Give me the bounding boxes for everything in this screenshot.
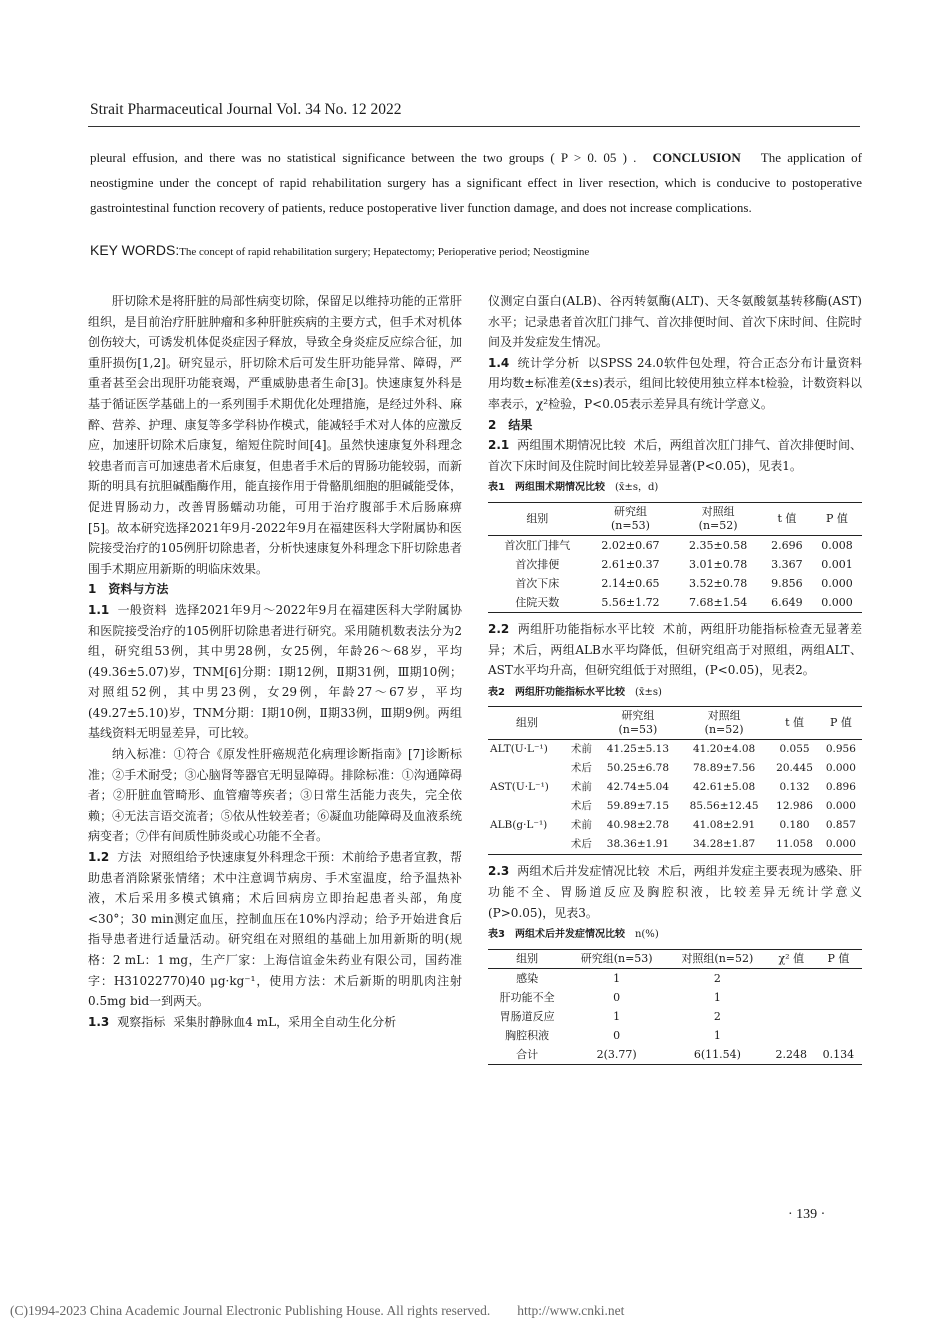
table-cell: 0.896: [825, 781, 856, 794]
table-row: [488, 555, 862, 574]
table-cell: 0.000: [812, 593, 862, 613]
table-cell: 0.000: [825, 762, 856, 775]
table-row: [488, 778, 862, 797]
table-2-header: P 值: [820, 707, 862, 740]
table-cell: 术后: [570, 762, 592, 775]
table-cell: 胃肠道反应: [499, 1009, 555, 1023]
table-cell: 34.28±1.87: [679, 835, 769, 855]
section-1-1-title: 一般资料: [117, 602, 167, 617]
page-number: · 139 ·: [788, 1207, 826, 1222]
table-cell: 41.20±4.08: [693, 743, 756, 756]
table-cell: 首次排便: [515, 557, 560, 571]
table-cell: 感染: [516, 971, 539, 985]
table-cell: 41.08±2.91: [693, 819, 756, 832]
table-3-note: n(%): [634, 929, 659, 941]
table-2-header-text: 研究组 (n=53): [618, 709, 658, 737]
table-2-title: 表2 两组肝功能指标水平比较: [488, 686, 625, 698]
abstract-continuation: [90, 145, 862, 220]
table-cell: 2.248: [768, 1045, 815, 1065]
copyright-footer: (C)1994-2023 China Academic Journal Electronic Publishing House. All rights reserved. http://www.cnki.net: [10, 1303, 625, 1318]
section-1-3-continued: 仪测定白蛋白(ALB)、谷丙转氨酶(ALT)、天冬氨酸氨基转移酶(AST)水平；记录患者首次肛门排气、首次排便时间、首次下床时间、住院时间及并发症发生情况。: [488, 294, 862, 350]
table-cell: 0.000: [821, 576, 853, 590]
table-3: [488, 949, 862, 1065]
criteria-paragraph: 纳入标准：①符合《原发性肝癌规范化病理诊断指南》[7]诊断标准；②手术耐受；③心脑肾等器官无明显障碍。排除标准：①沟通障碍者；②肝脏血管畸形、血管瘤等疾者；③日常生活能力丧失，完全依赖；④无法言语交流者；⑤依从性较差者；⑥凝血功能障碍及血液系统病变者；⑦伴有间质性肺炎或心功能不全者。: [88, 747, 462, 844]
table-cell: [815, 1007, 862, 1026]
table-1-header: 组别: [488, 502, 587, 535]
table-row: [488, 574, 862, 593]
section-1-2: [88, 847, 462, 1012]
table-row: [488, 988, 862, 1007]
table-cell: [815, 968, 862, 988]
abstract-results-end: pleural effusion, and there was no statistical significance between the two groups ( P > 0. 05 ) .: [90, 150, 637, 165]
table-cell: 术后: [570, 800, 592, 813]
table-cell: 42.74±5.04: [606, 781, 670, 794]
table-1-header: t 值: [762, 502, 812, 535]
table-2-header: [679, 707, 769, 740]
table-cell: 2.02±0.67: [601, 538, 660, 552]
section-1-4: [488, 353, 862, 415]
table-cell: 41.25±5.13: [606, 743, 670, 756]
section-2-2: [488, 619, 862, 681]
section-2-3-text: 术后，两组并发症主要表现为感染、肝功能不全、胃肠道反应及胸腔积液，比较差异无统计学意义(P>0.05)，见表3。: [488, 864, 862, 920]
section-2-2-title: 两组肝功能指标水平比较: [517, 621, 655, 636]
table-2-header: t 值: [769, 707, 819, 740]
table-2: [488, 706, 862, 855]
table-3-title: 表3 两组术后并发症情况比较: [488, 929, 625, 941]
table-cell: 首次肛门排气: [504, 538, 571, 552]
table-cell: 3.52±0.78: [689, 576, 748, 590]
table-3-header: 研究组(n=53): [566, 949, 667, 968]
table-cell: 40.98±2.78: [606, 819, 670, 832]
section-1-4-number: 1.4: [488, 355, 510, 370]
table-cell: 2: [713, 971, 721, 985]
table-cell: [488, 797, 566, 816]
table-cell: AST(U·L⁻¹): [490, 781, 549, 794]
section-1-3-title: 观察指标: [117, 1014, 166, 1029]
table-cell: 1: [613, 1009, 621, 1023]
table-2-header: [597, 707, 679, 740]
section-1-3-text: 采集肘静脉血4 mL，采用全自动生化分析: [173, 1014, 397, 1029]
table-cell: 2.61±0.37: [601, 557, 660, 571]
table-cell: 0.000: [820, 835, 862, 855]
table-cell: 0.857: [825, 819, 856, 832]
section-2-title: 2 结果: [488, 417, 533, 432]
table-row: [488, 968, 862, 988]
table-cell: 3.01±0.78: [689, 557, 748, 571]
section-2-3-number: 2.3: [488, 864, 510, 879]
table-row: [488, 535, 862, 555]
table-cell: 0.132: [779, 781, 810, 794]
table-row: [488, 1007, 862, 1026]
table-cell: 6(11.54): [667, 1045, 768, 1065]
table-cell: ALB(g·L⁻¹): [490, 819, 548, 832]
intro-paragraph: 肝切除术是将肝脏的局部性病变切除，保留足以维持功能的正常肝组织，是目前治疗肝脏肿瘤和多种肝脏疾病的主要方式，但手术对机体创伤较大，可诱发机体促炎症因子释放，导致全身炎症反应综合征，加重肝损伤[1,2]。研究显示，肝切除术后可发生肝功能异常、障碍，严重者甚至会出现肝功能衰竭，严重威胁患者生命[3]。快速康复外科是基于循证医学基础上的一系列围手术期优化处理措施，是经过外科、麻醉、营养、护理、康复等多学科协作模式，能减轻手术对人体的应激反应，加速肝切除术后康复，缩短住院时间[4]。虽然快速康复外科理念较患者而言可加速患者术后康复，但患者手术后的胃肠功能较弱，而新斯的明具有抗胆碱酯酶作用，能直接作用于骨骼肌细胞的胆碱能受体，促进胃肠动力，改善胃肠蠕动功能，可用于治疗腹部手术后肠麻痹[5]。故本研究选择2021年9月-2022年9月在福建医科大学附属协和医院接受治疗的105例肝切除患者，分析快速康复外科理念下肝切除患者围手术期应用新斯的明临床效果。: [88, 294, 462, 576]
table-cell: 术前: [570, 781, 592, 794]
table-3-header: P 值: [815, 949, 862, 968]
conclusion-label: CONCLUSION: [652, 150, 741, 165]
keywords-text: The concept of rapid rehabilitation surgery; Hepatectomy; Perioperative period; Neostigmine: [179, 246, 590, 258]
table-cell: 1: [713, 990, 721, 1004]
table-1-header-text: 对照组 (n=52): [698, 504, 738, 532]
table-2-header: [566, 707, 597, 740]
table-cell: 59.89±7.15: [606, 800, 670, 813]
table-cell: 6.649: [762, 593, 812, 613]
section-1-title: 1 资料与方法: [88, 582, 169, 597]
table-cell: 2.696: [771, 538, 803, 552]
section-2-1-title: 两组围术期情况比较: [517, 438, 626, 453]
table-cell: [768, 1007, 815, 1026]
table-cell: 0: [613, 1028, 621, 1042]
table-cell: 0: [613, 990, 621, 1004]
table-1: [488, 502, 862, 613]
section-2-3: [488, 861, 862, 923]
table-cell: 0.956: [825, 743, 856, 756]
table-cell: 合计: [488, 1045, 566, 1065]
table-cell: [815, 988, 862, 1007]
table-cell: 78.89±7.56: [693, 762, 756, 775]
section-1-1-text: 选择2021年9月～2022年9月在福建医科大学附属协和医院接受治疗的105例肝切除患者进行研究。采用随机数表法分为2组，研究组53例，其中男28例，女25例，年龄26～68岁，平均(49.36±5.07)岁，TNM[6]分期：Ⅰ期12例，Ⅱ期31例，Ⅲ期10例；对照组52例，其中男23例，女29例，年龄27～67岁，平均(49.27±5.10)岁，TNM分期：Ⅰ期10例，Ⅱ期33例，Ⅲ期9例。两组基线资料无明显差异，可比较。: [88, 602, 462, 741]
table-1-note: (x̄±s，d): [614, 482, 659, 494]
table-row: [488, 740, 862, 760]
table-cell: 20.445: [776, 762, 813, 775]
table-cell: 38.36±1.91: [597, 835, 679, 855]
table-row: [488, 835, 862, 855]
table-row: [488, 816, 862, 835]
table-cell: 1: [613, 971, 621, 985]
section-2-2-text: 术前，两组肝功能指标检查无显著差异；术后，两组ALB水平均降低，但研究组高于对照组，两组ALT、AST水平均升高，但研究组低于对照组，(P<0.05)，见表2。: [488, 621, 862, 678]
table-2-header-text: 对照组 (n=52): [704, 709, 744, 737]
table-cell: [768, 968, 815, 988]
table-cell: 3.367: [771, 557, 803, 571]
table-1-header: P 值: [812, 502, 862, 535]
table-cell: ALT(U·L⁻¹): [490, 743, 548, 756]
table-1-caption: [488, 478, 862, 499]
table-cell: 7.68±1.54: [674, 593, 762, 613]
section-1-2-number: 1.2: [88, 850, 110, 865]
table-cell: 术前: [570, 743, 592, 756]
table-cell: 肝功能不全: [499, 990, 555, 1004]
table-row: [488, 1045, 862, 1065]
table-cell: 2.35±0.58: [689, 538, 748, 552]
conclusion-text: The application of neostigmine under the concept of rapid rehabilitation surgery has a significant effect in liver resection, which is conducive to postoperative gastrointestinal function recovery of patients, reduce postoperative liver function damage, and does not increase complications.: [90, 150, 863, 215]
table-3-header: 对照组(n=52): [667, 949, 768, 968]
table-1-title: 表1 两组围术期情况比较: [488, 482, 605, 494]
right-column: [488, 291, 862, 1071]
table-2-note: (x̄±s): [634, 686, 662, 698]
journal-header: Strait Pharmaceutical Journal Vol. 34 No. 12 2022: [90, 101, 402, 118]
section-1-3-number: 1.3: [88, 1014, 110, 1029]
section-1-1: [88, 600, 462, 744]
section-1-2-title: 方法: [117, 850, 142, 865]
table-cell: 0.134: [815, 1045, 862, 1065]
table-cell: [488, 835, 566, 855]
abstract-text: [90, 145, 862, 220]
table-cell: 0.008: [821, 538, 853, 552]
table-row: [488, 1026, 862, 1045]
table-cell: [488, 759, 566, 778]
table-cell: 首次下床: [515, 576, 560, 590]
section-1-2-text: 对照组给予快速康复外科理念干预：术前给予患者宣教，帮助患者消除紧张情绪；术中注意调节病房、手术室温度，给予温热补液，术后采用多模式镇痛；术后回病房立即抬起患者头部，角度<30°；30 min测定血压，控制血压在10%内浮动；给予开始进食后指导患者进行适量活动。研究组在对照组的基础上加用新斯的明(规格：2 mL：1 mg，生产厂家：上海信谊金朱药业有限公司，国药准字：H31022770)40 μg·kg⁻¹，使用方法：术后新斯的明肌肉注射0.5mg bid一到两天。: [88, 850, 462, 1009]
keywords: [90, 242, 862, 258]
table-cell: 9.856: [771, 576, 803, 590]
table-cell: [768, 1026, 815, 1045]
table-cell: 2(3.77): [566, 1045, 667, 1065]
table-3-caption: [488, 925, 862, 946]
table-cell: 0.180: [779, 819, 810, 832]
table-cell: 0.000: [825, 800, 856, 813]
table-cell: 85.56±12.45: [689, 800, 759, 813]
table-cell: 术后: [566, 835, 597, 855]
table-cell: 0.055: [779, 743, 810, 756]
table-3-header: 组别: [488, 949, 566, 968]
table-cell: 12.986: [776, 800, 813, 813]
keywords-label: KEY WORDS:: [90, 242, 180, 258]
table-1-header-text: 研究组 (n=53): [611, 504, 650, 532]
section-2-3-title: 两组术后并发症情况比较: [517, 864, 650, 879]
table-2-caption: [488, 683, 862, 704]
table-cell: 住院天数: [488, 593, 587, 613]
section-2-1-text: 术后，两组首次肛门排气、首次排便时间、首次下床时间及住院时间比较差异显著(P<0.05)，见表1。: [488, 438, 862, 473]
table-cell: 胸腔积液: [505, 1028, 550, 1042]
section-1-1-number: 1.1: [88, 602, 110, 617]
table-cell: 0.001: [821, 557, 853, 571]
table-row: [488, 797, 862, 816]
table-row: [488, 759, 862, 778]
section-2-1: [488, 435, 862, 476]
left-column: [88, 291, 462, 1032]
table-cell: 11.058: [769, 835, 819, 855]
section-1-3: [88, 1012, 462, 1033]
table-cell: 2: [713, 1009, 721, 1023]
header-rule: [88, 126, 860, 127]
table-cell: 1: [713, 1028, 721, 1042]
section-2-2-number: 2.2: [488, 621, 510, 636]
section-1-4-text: 以SPSS 24.0软件包处理，符合正态分布计量资料用均数±标准差(x̄±s)表示，组间比较使用独立样本t检验，计数资料以率表示，χ²检验，P<0.05表示差异具有统计学意义。: [488, 355, 862, 411]
table-1-header: [587, 502, 675, 535]
section-2-1-number: 2.1: [488, 438, 510, 453]
table-row: [488, 593, 862, 613]
table-2-header: 组别: [488, 707, 566, 740]
table-cell: 42.61±5.08: [693, 781, 756, 794]
table-cell: 术前: [570, 819, 592, 832]
table-3-header: χ² 值: [768, 949, 815, 968]
table-cell: 5.56±1.72: [587, 593, 675, 613]
table-cell: 2.14±0.65: [601, 576, 660, 590]
section-1-4-title: 统计学分析: [517, 355, 580, 370]
table-cell: [815, 1026, 862, 1045]
table-cell: [768, 988, 815, 1007]
table-cell: 50.25±6.78: [606, 762, 670, 775]
table-1-header: [674, 502, 762, 535]
